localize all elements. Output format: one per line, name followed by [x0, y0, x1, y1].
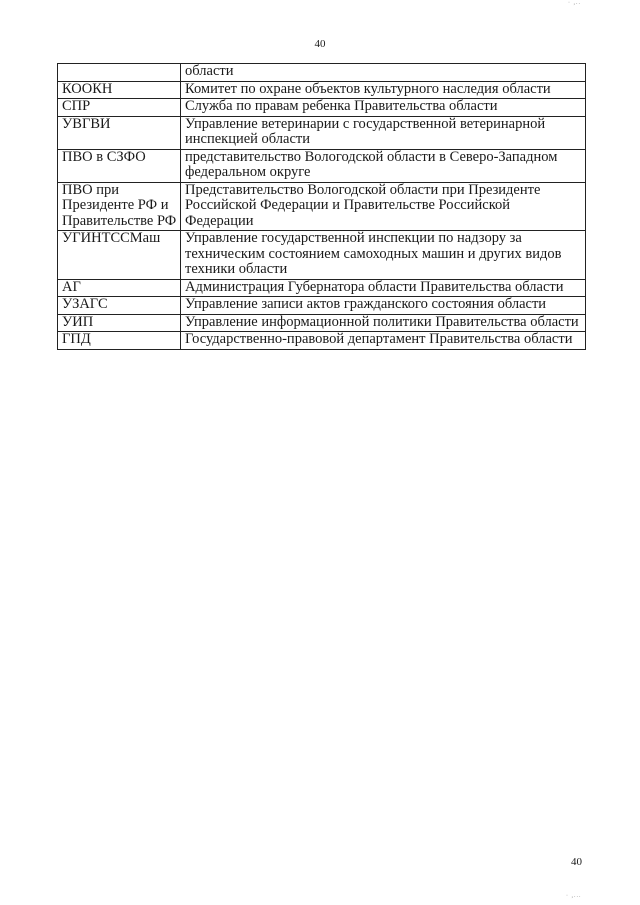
page-number-header: 40: [314, 38, 326, 50]
meaning-cell: Администрация Губернатора области Правительства области: [181, 279, 586, 297]
meaning-cell: Представительство Вологодской области при Президенте Российской Федерации и Правительстве Российской Федерации: [181, 182, 586, 231]
table-row: [58, 314, 586, 332]
abbreviations-table-body: [58, 64, 586, 350]
table-row: [58, 116, 586, 149]
abbreviation-cell: УВГВИ: [58, 116, 181, 149]
abbreviation-cell: ПВО при Президенте РФ и Правительстве РФ: [58, 182, 181, 231]
table-row: [58, 149, 586, 182]
abbreviation-cell: СПР: [58, 99, 181, 117]
page-number-footer: 40: [571, 856, 582, 868]
table-row: [58, 332, 586, 350]
table-row: [58, 182, 586, 231]
table-row: [58, 99, 586, 117]
abbreviation-cell: ГПД: [58, 332, 181, 350]
table-row: [58, 297, 586, 315]
table-row: [58, 81, 586, 99]
abbreviation-cell: КООКН: [58, 81, 181, 99]
meaning-cell: Управление записи актов гражданского состояния области: [181, 297, 586, 315]
meaning-cell: области: [181, 64, 586, 82]
table-row: [58, 231, 586, 280]
table-row: [58, 64, 586, 82]
table-row: [58, 279, 586, 297]
abbreviation-cell: АГ: [58, 279, 181, 297]
meaning-cell: Управление ветеринарии с государственной ветеринарной инспекцией области: [181, 116, 586, 149]
meaning-cell: Управление государственной инспекции по надзору за техническим состоянием самоходных машин и других видов техники области: [181, 231, 586, 280]
meaning-cell: Комитет по охране объектов культурного наследия области: [181, 81, 586, 99]
meaning-cell: Служба по правам ребенка Правительства области: [181, 99, 586, 117]
abbreviation-cell: ПВО в СЗФО: [58, 149, 181, 182]
abbreviations-table: [57, 63, 586, 350]
scan-mark-bottom: · ,...: [566, 893, 582, 899]
abbreviation-cell: УЗАГС: [58, 297, 181, 315]
meaning-cell: Управление информационной политики Правительства области: [181, 314, 586, 332]
scan-mark-top: · ,..: [568, 0, 581, 6]
meaning-cell: представительство Вологодской области в Северо-Западном федеральном округе: [181, 149, 586, 182]
abbreviation-cell: УИП: [58, 314, 181, 332]
meaning-cell: Государственно-правовой департамент Правительства области: [181, 332, 586, 350]
abbreviation-cell: [58, 64, 181, 82]
abbreviation-cell: УГИНТССМаш: [58, 231, 181, 280]
